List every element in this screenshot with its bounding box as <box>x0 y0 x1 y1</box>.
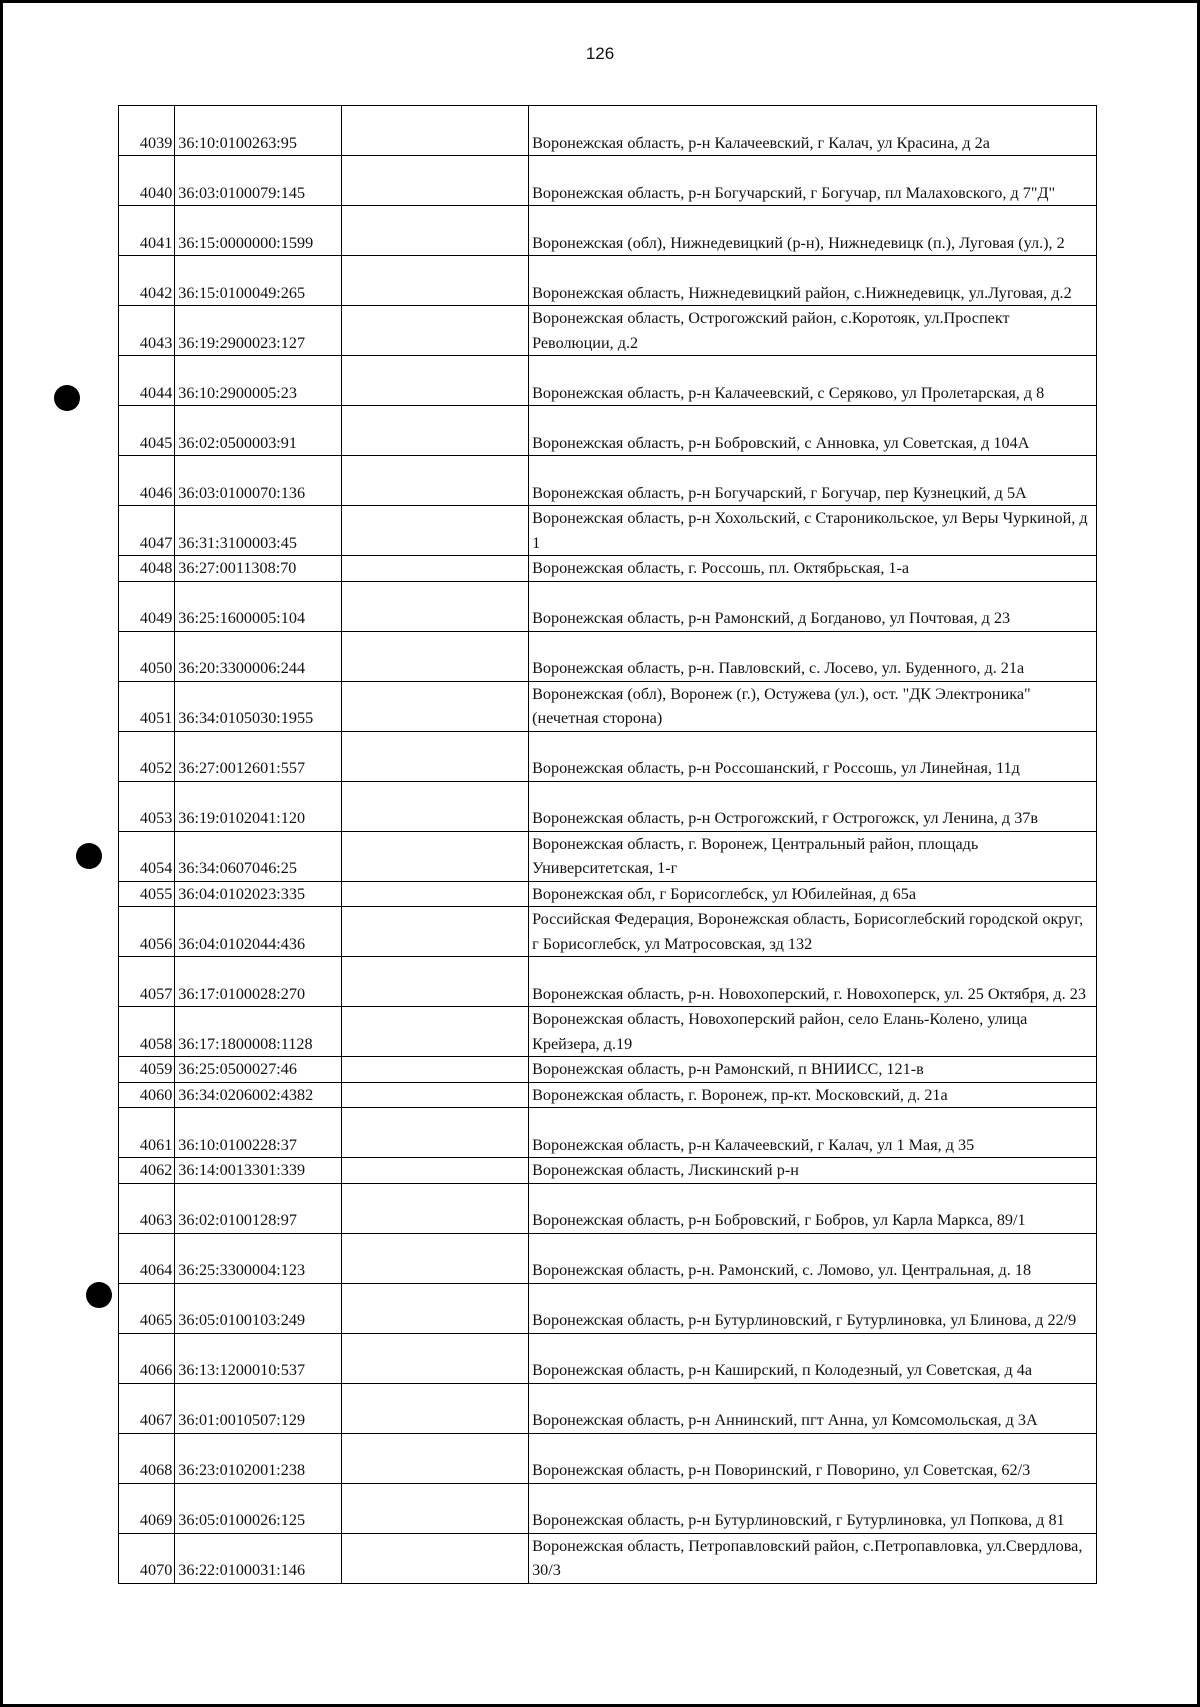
address-cell: Воронежская область, р-н Калачеевский, с Серяково, ул Пролетарская, д 8 <box>529 356 1097 406</box>
address-cell: Воронежская область, р-н Бобровский, г Бобров, ул Карла Маркса, 89/1 <box>529 1183 1097 1233</box>
address-cell: Воронежская область, Лискинский р-н <box>529 1158 1097 1184</box>
row-number-cell: 4069 <box>119 1483 175 1533</box>
row-number-cell: 4058 <box>119 1007 175 1057</box>
table-row <box>119 781 1097 831</box>
row-number-cell: 4059 <box>119 1057 175 1083</box>
address-cell: Воронежская область, р-н Рамонский, п ВНИИСС, 121-в <box>529 1057 1097 1083</box>
table-row <box>119 831 1097 881</box>
row-number-cell: 4039 <box>119 106 175 156</box>
table-row <box>119 456 1097 506</box>
row-number-cell: 4042 <box>119 256 175 306</box>
blank-cell <box>342 1082 529 1108</box>
blank-cell <box>342 206 529 256</box>
cadastral-number-cell: 36:15:0000000:1599 <box>175 206 342 256</box>
cadastral-number-cell: 36:25:3300004:123 <box>175 1233 342 1283</box>
cadastral-number-cell: 36:10:0100263:95 <box>175 106 342 156</box>
table-row <box>119 1283 1097 1333</box>
row-number-cell: 4054 <box>119 831 175 881</box>
table-row <box>119 356 1097 406</box>
row-number-cell: 4060 <box>119 1082 175 1108</box>
address-cell: Воронежская (обл), Воронеж (г.), Остужева (ул.), ост. "ДК Электроника" (нечетная сторона) <box>529 681 1097 731</box>
address-cell: Воронежская область, Петропавловский район, с.Петропавловка, ул.Свердлова, 30/3 <box>529 1533 1097 1583</box>
blank-cell <box>342 731 529 781</box>
cadastral-number-cell: 36:34:0206002:4382 <box>175 1082 342 1108</box>
blank-cell <box>342 156 529 206</box>
cadastral-number-cell: 36:05:0100103:249 <box>175 1283 342 1333</box>
address-cell: Воронежская область, р-н Бутурлиновский, г Бутурлиновка, ул Блинова, д 22/9 <box>529 1283 1097 1333</box>
cadastral-number-cell: 36:22:0100031:146 <box>175 1533 342 1583</box>
blank-cell <box>342 631 529 681</box>
cadastral-number-cell: 36:02:0500003:91 <box>175 406 342 456</box>
address-cell: Воронежская обл, г Борисоглебск, ул Юбилейная, д 65а <box>529 881 1097 907</box>
cadastral-number-cell: 36:15:0100049:265 <box>175 256 342 306</box>
row-number-cell: 4052 <box>119 731 175 781</box>
blank-cell <box>342 581 529 631</box>
row-number-cell: 4045 <box>119 406 175 456</box>
blank-cell <box>342 1233 529 1283</box>
row-number-cell: 4044 <box>119 356 175 406</box>
table-row <box>119 406 1097 456</box>
table-row <box>119 156 1097 206</box>
address-cell: Воронежская область, г. Воронеж, пр-кт. Московский, д. 21а <box>529 1082 1097 1108</box>
cadastral-number-cell: 36:13:1200010:537 <box>175 1333 342 1383</box>
punch-hole-mark <box>76 843 102 869</box>
cadastral-number-cell: 36:19:0102041:120 <box>175 781 342 831</box>
cadastral-number-cell: 36:25:0500027:46 <box>175 1057 342 1083</box>
table-row <box>119 1433 1097 1483</box>
table-row <box>119 1108 1097 1158</box>
address-cell: Воронежская область, р-н Богучарский, г Богучар, пл Малаховского, д 7"Д" <box>529 156 1097 206</box>
cadastral-number-cell: 36:34:0105030:1955 <box>175 681 342 731</box>
blank-cell <box>342 406 529 456</box>
table-row <box>119 1483 1097 1533</box>
blank-cell <box>342 907 529 957</box>
address-cell: Воронежская область, р-н Рамонский, д Богданово, ул Почтовая, д 23 <box>529 581 1097 631</box>
table-row <box>119 881 1097 907</box>
row-number-cell: 4066 <box>119 1333 175 1383</box>
blank-cell <box>342 1057 529 1083</box>
cadastral-number-cell: 36:34:0607046:25 <box>175 831 342 881</box>
cadastral-number-cell: 36:10:0100228:37 <box>175 1108 342 1158</box>
blank-cell <box>342 881 529 907</box>
blank-cell <box>342 456 529 506</box>
registry-table <box>118 105 1097 1584</box>
cadastral-number-cell: 36:19:2900023:127 <box>175 306 342 356</box>
row-number-cell: 4041 <box>119 206 175 256</box>
table-row <box>119 1383 1097 1433</box>
address-cell: Воронежская (обл), Нижнедевицкий (р-н), Нижнедевицк (п.), Луговая (ул.), 2 <box>529 206 1097 256</box>
table-row <box>119 581 1097 631</box>
row-number-cell: 4061 <box>119 1108 175 1158</box>
cadastral-number-cell: 36:31:3100003:45 <box>175 506 342 556</box>
address-cell: Воронежская область, р-н Богучарский, г Богучар, пер Кузнецкий, д 5А <box>529 456 1097 506</box>
blank-cell <box>342 831 529 881</box>
table-row <box>119 556 1097 582</box>
row-number-cell: 4048 <box>119 556 175 582</box>
table-row <box>119 631 1097 681</box>
table-row <box>119 1333 1097 1383</box>
blank-cell <box>342 957 529 1007</box>
blank-cell <box>342 1383 529 1433</box>
table-row <box>119 681 1097 731</box>
blank-cell <box>342 1283 529 1333</box>
address-cell: Воронежская область, р-н Россошанский, г Россошь, ул Линейная, 11д <box>529 731 1097 781</box>
row-number-cell: 4063 <box>119 1183 175 1233</box>
cadastral-number-cell: 36:27:0011308:70 <box>175 556 342 582</box>
address-cell: Воронежская область, р-н Аннинский, пгт Анна, ул Комсомольская, д 3А <box>529 1383 1097 1433</box>
address-cell: Воронежская область, р-н Калачеевский, г Калач, ул Красина, д 2а <box>529 106 1097 156</box>
blank-cell <box>342 306 529 356</box>
address-cell: Воронежская область, р-н Калачеевский, г Калач, ул 1 Мая, д 35 <box>529 1108 1097 1158</box>
blank-cell <box>342 681 529 731</box>
row-number-cell: 4050 <box>119 631 175 681</box>
address-cell: Воронежская область, р-н Хохольский, с Староникольское, ул Веры Чуркиной, д 1 <box>529 506 1097 556</box>
row-number-cell: 4064 <box>119 1233 175 1283</box>
cadastral-number-cell: 36:25:1600005:104 <box>175 581 342 631</box>
table-row <box>119 1533 1097 1583</box>
row-number-cell: 4067 <box>119 1383 175 1433</box>
table-row <box>119 907 1097 957</box>
table-row <box>119 206 1097 256</box>
blank-cell <box>342 1333 529 1383</box>
table-row <box>119 256 1097 306</box>
blank-cell <box>342 781 529 831</box>
blank-cell <box>342 1433 529 1483</box>
table-row <box>119 1057 1097 1083</box>
cadastral-number-cell: 36:03:0100070:136 <box>175 456 342 506</box>
address-cell: Воронежская область, р-н Бобровский, с Анновка, ул Советская, д 104А <box>529 406 1097 456</box>
table-row <box>119 1233 1097 1283</box>
cadastral-number-cell: 36:20:3300006:244 <box>175 631 342 681</box>
table-row <box>119 731 1097 781</box>
row-number-cell: 4070 <box>119 1533 175 1583</box>
table-row <box>119 106 1097 156</box>
table-row <box>119 1183 1097 1233</box>
blank-cell <box>342 256 529 306</box>
cadastral-number-cell: 36:04:0102023:335 <box>175 881 342 907</box>
punch-hole-mark <box>86 1282 112 1308</box>
address-cell: Воронежская область, р-н. Новохоперский, г. Новохоперск, ул. 25 Октября, д. 23 <box>529 957 1097 1007</box>
blank-cell <box>342 356 529 406</box>
cadastral-number-cell: 36:01:0010507:129 <box>175 1383 342 1433</box>
table-row <box>119 1158 1097 1184</box>
blank-cell <box>342 1158 529 1184</box>
address-cell: Воронежская область, Нижнедевицкий район, с.Нижнедевицк, ул.Луговая, д.2 <box>529 256 1097 306</box>
cadastral-number-cell: 36:05:0100026:125 <box>175 1483 342 1533</box>
address-cell: Воронежская область, р-н Острогожский, г Острогожск, ул Ленина, д 37в <box>529 781 1097 831</box>
table-row <box>119 506 1097 556</box>
address-cell: Воронежская область, г. Воронеж, Центральный район, площадь Университетская, 1-г <box>529 831 1097 881</box>
row-number-cell: 4049 <box>119 581 175 631</box>
cadastral-number-cell: 36:10:2900005:23 <box>175 356 342 406</box>
row-number-cell: 4068 <box>119 1433 175 1483</box>
table-row <box>119 1082 1097 1108</box>
page-number: 126 <box>585 44 615 63</box>
cadastral-number-cell: 36:04:0102044:436 <box>175 907 342 957</box>
address-cell: Воронежская область, р-н. Рамонский, с. Ломово, ул. Центральная, д. 18 <box>529 1233 1097 1283</box>
address-cell: Воронежская область, г. Россошь, пл. Октябрьская, 1-а <box>529 556 1097 582</box>
blank-cell <box>342 556 529 582</box>
table-row <box>119 306 1097 356</box>
address-cell: Воронежская область, р-н. Павловский, с. Лосево, ул. Буденного, д. 21а <box>529 631 1097 681</box>
blank-cell <box>342 1183 529 1233</box>
table-row <box>119 957 1097 1007</box>
cadastral-number-cell: 36:27:0012601:557 <box>175 731 342 781</box>
row-number-cell: 4043 <box>119 306 175 356</box>
row-number-cell: 4057 <box>119 957 175 1007</box>
blank-cell <box>342 1108 529 1158</box>
row-number-cell: 4047 <box>119 506 175 556</box>
row-number-cell: 4040 <box>119 156 175 206</box>
row-number-cell: 4056 <box>119 907 175 957</box>
cadastral-number-cell: 36:23:0102001:238 <box>175 1433 342 1483</box>
cadastral-number-cell: 36:02:0100128:97 <box>175 1183 342 1233</box>
table-row <box>119 1007 1097 1057</box>
row-number-cell: 4046 <box>119 456 175 506</box>
address-cell: Воронежская область, р-н Бутурлиновский, г Бутурлиновка, ул Попкова, д 81 <box>529 1483 1097 1533</box>
blank-cell <box>342 506 529 556</box>
address-cell: Воронежская область, р-н Поворинский, г Поворино, ул Советская, 62/3 <box>529 1433 1097 1483</box>
row-number-cell: 4053 <box>119 781 175 831</box>
row-number-cell: 4055 <box>119 881 175 907</box>
address-cell: Российская Федерация, Воронежская область, Борисоглебский городской округ, г Борисоглебск, ул Матросовская, зд 132 <box>529 907 1097 957</box>
cadastral-number-cell: 36:17:1800008:1128 <box>175 1007 342 1057</box>
table-body <box>119 106 1097 1584</box>
cadastral-number-cell: 36:17:0100028:270 <box>175 957 342 1007</box>
row-number-cell: 4062 <box>119 1158 175 1184</box>
cadastral-number-cell: 36:14:0013301:339 <box>175 1158 342 1184</box>
blank-cell <box>342 1007 529 1057</box>
blank-cell <box>342 1483 529 1533</box>
punch-hole-mark <box>54 385 80 411</box>
address-cell: Воронежская область, р-н Каширский, п Колодезный, ул Советская, д 4а <box>529 1333 1097 1383</box>
address-cell: Воронежская область, Новохоперский район, село Елань-Колено, улица Крейзера, д.19 <box>529 1007 1097 1057</box>
row-number-cell: 4051 <box>119 681 175 731</box>
address-cell: Воронежская область, Острогожский район, с.Коротояк, ул.Проспект Революции, д.2 <box>529 306 1097 356</box>
row-number-cell: 4065 <box>119 1283 175 1333</box>
cadastral-number-cell: 36:03:0100079:145 <box>175 156 342 206</box>
blank-cell <box>342 106 529 156</box>
blank-cell <box>342 1533 529 1583</box>
